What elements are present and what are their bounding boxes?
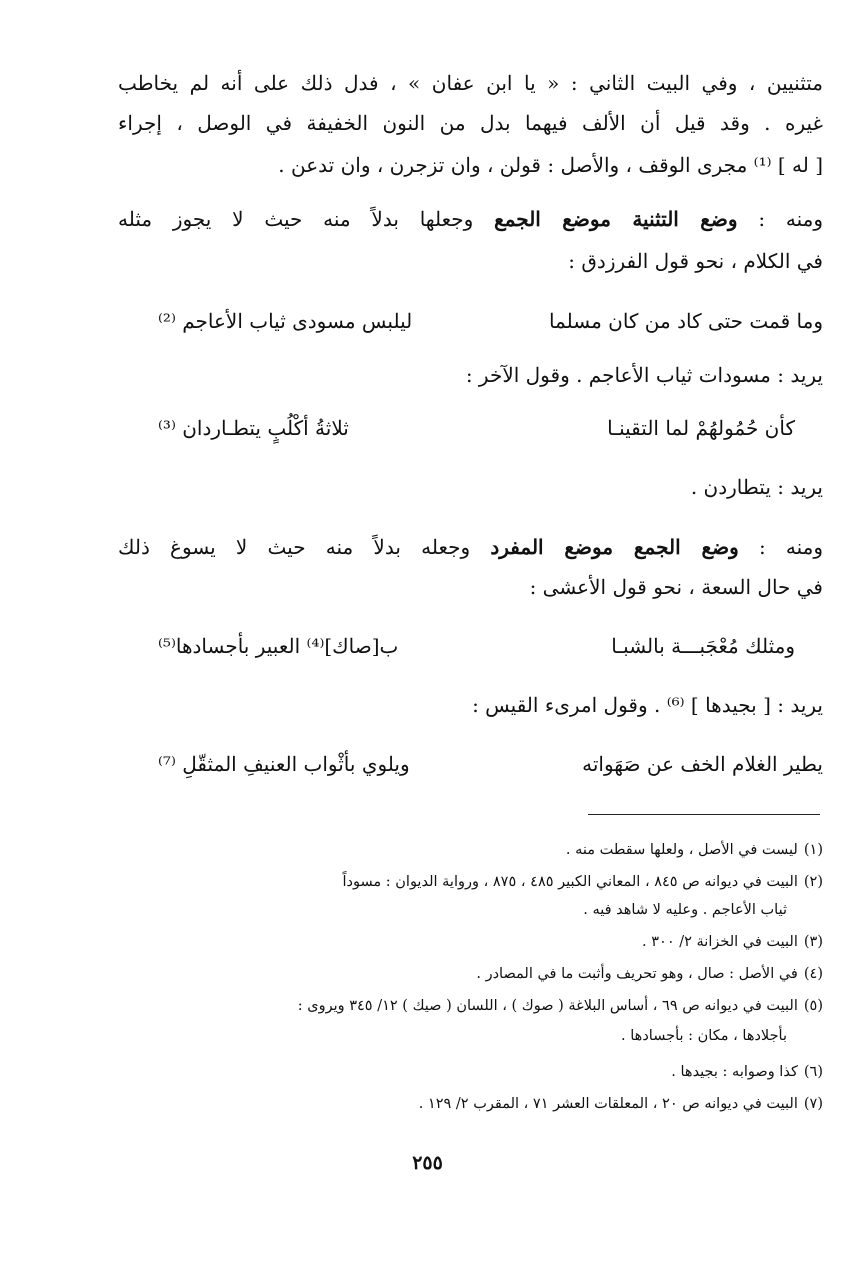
footnote-2-text: البيت في ديوانه ص ٨٤٥ ، المعاني الكبير ٤٨٥ ، ٨٧٥ ، ورواية الديوان : مسوداً [342, 874, 798, 890]
verse-2-first-hemistich: كأن حُمُولهُمْ لما التقينـا [607, 416, 795, 440]
verse-2-second-hemistich: ثلاثةُ أكْلُبٍ يتطـاردان ⁽³⁾ [158, 416, 349, 440]
footnote-5-number: (٥) [803, 998, 823, 1014]
body-line-after-verse-2: يريد : يتطاردن . [690, 475, 823, 499]
section-1-line-2: في الكلام ، نحو قول الفرزدق : [568, 249, 823, 273]
verse-4 [118, 748, 823, 780]
verse-4-first-hemistich: يطير الغلام الخف عن صَهَواته [582, 752, 823, 776]
verse-1-second-hemistich: ليلبس مسودى ثياب الأعاجم ⁽²⁾ [158, 309, 413, 333]
footnote-7-text: البيت في ديوانه ص ٢٠ ، المعلقات العشر ٧١ ، المقرب ٢/ ١٢٩ . [418, 1096, 798, 1112]
footnote-1 [118, 838, 823, 862]
footnote-1-number: (١) [803, 842, 823, 858]
body-line-1: متثنيين ، وفي البيت الثاني : « يا ابن عفان » ، فدل ذلك على أنه لم يخاطب [118, 71, 823, 95]
section-1-rest: وجعلها بدلاً منه حيث لا يجوز مثله [118, 207, 474, 231]
footnote-2 [118, 870, 823, 894]
section-2-intro: ومنه : [758, 535, 824, 559]
footnote-7 [118, 1092, 823, 1116]
verse-3-second-hemistich: ب[صاك]⁽⁴⁾ العبير بأجسادها⁽⁵⁾ [158, 634, 399, 658]
footnote-5 [118, 994, 823, 1018]
footnote-4-text: في الأصل : صال ، وهو تحريف وأثبت ما في المصادر . [476, 966, 798, 982]
body-line-after-verse-3: يريد : [ بجيدها ] ⁽⁶⁾ . وقول امرىء القيس : [472, 693, 823, 717]
footnote-4-number: (٤) [803, 966, 823, 982]
body-line-2: غيره . وقد قيل أن الألف فيهما بدل من النون الخفيفة في الوصل ، إجراء [118, 111, 823, 135]
footnote-2-continuation: ثياب الأعاجم . وعليه لا شاهد فيه . [583, 902, 787, 918]
footnote-6-text: كذا وصوابه : بجيدها . [671, 1064, 798, 1080]
footnote-5-text: البيت في ديوانه ص ٦٩ ، أساس البلاغة ( صوك ) ، اللسان ( صيك ) ١٢/ ٣٤٥ ويروى : [297, 998, 798, 1014]
verse-4-second-hemistich: ويلوي بأثْواب العنيفِ المثقّلِ ⁽⁷⁾ [158, 752, 410, 776]
body-line-after-verse-1: يريد : مسودات ثياب الأعاجم . وقول الآخر : [465, 363, 823, 387]
footnote-3-number: (٣) [803, 934, 823, 950]
footnote-6-number: (٦) [803, 1064, 823, 1080]
footnote-5-continuation: بأجلادها ، مكان : بأجسادها . [621, 1028, 787, 1044]
verse-3 [118, 630, 823, 662]
page-number: ٢٥٥ [412, 1152, 443, 1174]
section-1-intro: ومنه : [758, 207, 823, 231]
section-2-heading: وضع الجمع موضع المفرد [490, 535, 739, 559]
footnote-4 [118, 962, 823, 986]
verse-1 [118, 305, 823, 337]
verse-2 [118, 412, 823, 444]
body-line-3: [ له ] ⁽¹⁾ مجرى الوقف ، والأصل : قولن ، وان تزجرن ، وان تدعن . [278, 153, 823, 177]
footnote-2-number: (٢) [803, 874, 823, 890]
footnote-divider [588, 814, 820, 815]
section-2-rest: وجعله بدلاً منه حيث لا يسوغ ذلك [118, 535, 471, 559]
verse-3-first-hemistich: ومثلك مُعْجَبـــة بالشبـا [611, 634, 795, 658]
section-2-line-1 [118, 532, 823, 562]
section-2-line-2: في حال السعة ، نحو قول الأعشى : [529, 575, 823, 599]
section-1-line-1 [118, 204, 823, 234]
footnote-3 [118, 930, 823, 954]
verse-1-first-hemistich: وما قمت حتى كاد من كان مسلما [548, 309, 823, 333]
section-1-heading: وضع التثنية موضع الجمع [494, 207, 738, 231]
footnote-1-text: ليست في الأصل ، ولعلها سقطت منه . [565, 842, 798, 858]
footnote-3-text: البيت في الخزانة ٢/ ٣٠٠ . [642, 934, 798, 950]
footnote-6 [118, 1060, 823, 1084]
footnote-7-number: (٧) [803, 1096, 823, 1112]
